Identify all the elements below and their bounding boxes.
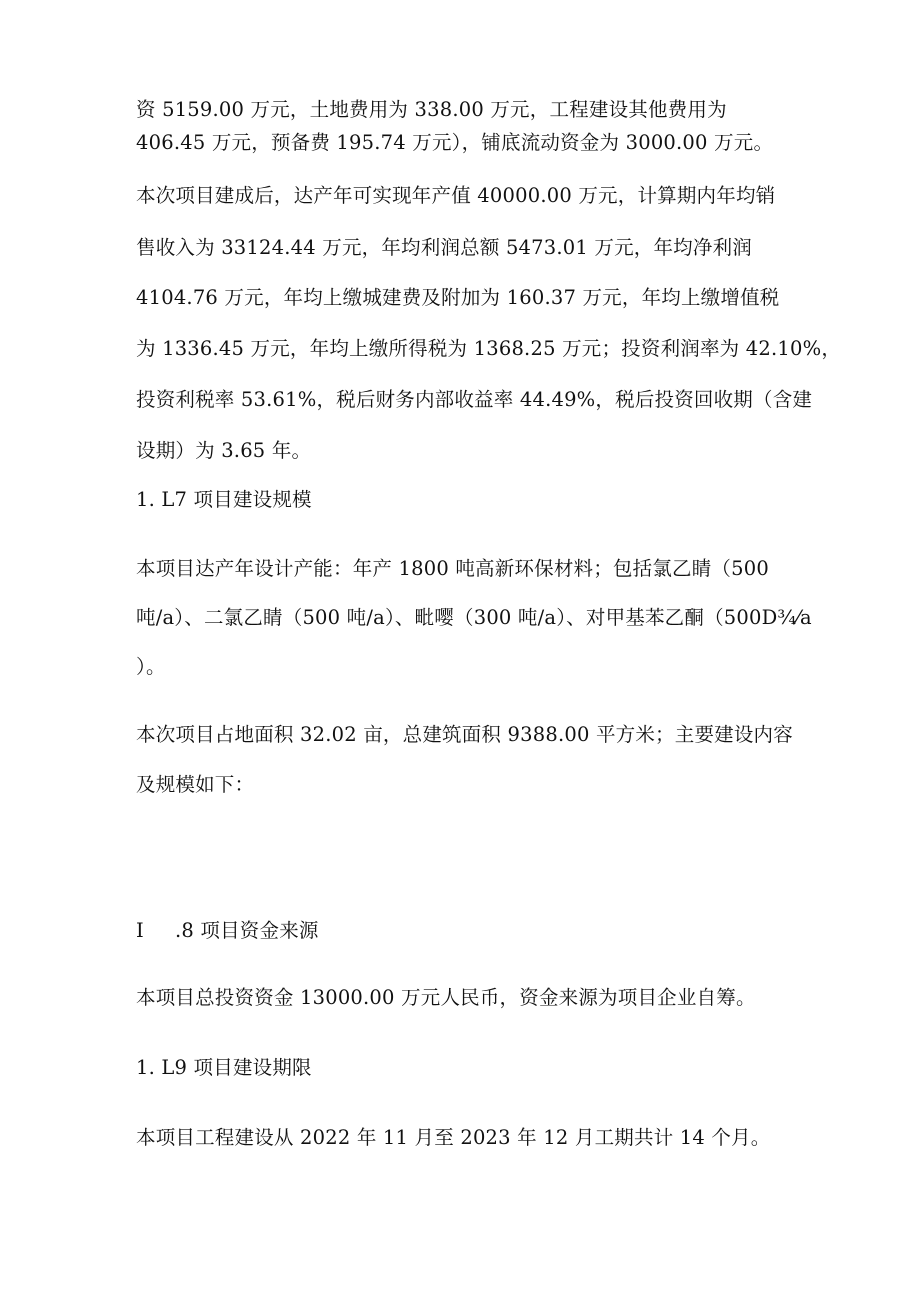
section-heading-1-8-prefix: I — [136, 919, 144, 942]
section-heading-1-9: 1. L9 项目建设期限 — [136, 1056, 312, 1079]
paragraph-line: 本项目达产年设计产能：年产 1800 吨高新环保材料；包括氯乙睛（500 — [136, 557, 769, 580]
paragraph-line: 本次项目建成后，达产年可实现年产值 40000.00 万元，计算期内年均销 — [136, 184, 776, 207]
section-heading-1-8: .8 项目资金来源 — [175, 919, 319, 942]
paragraph-line: 为 1336.45 万元，年均上缴所得税为 1368.25 万元；投资利润率为 42.10%， — [136, 337, 842, 360]
paragraph-line: 投资利税率 53.61%，税后财务内部收益率 44.49%，税后投资回收期（含建 — [136, 388, 813, 411]
paragraph-line: ）。 — [136, 655, 166, 678]
paragraph-line: 406.45 万元，预备费 195.74 万元），铺底流动资金为 3000.00 万元。 — [136, 131, 774, 154]
paragraph-line: 资 5159.00 万元，土地费用为 338.00 万元，工程建设其他费用为 — [136, 98, 727, 121]
section-heading-1-7: 1. L7 项目建设规模 — [136, 488, 312, 511]
paragraph-line: 设期）为 3.65 年。 — [136, 439, 312, 462]
paragraph-line: 本次项目占地面积 32.02 亩，总建筑面积 9388.00 平方米；主要建设内容 — [136, 723, 793, 746]
paragraph-line: 吨/a）、二氯乙睛（500 吨/a）、毗嘤（300 吨/a）、对甲基苯乙酮（500D¾⁄a — [136, 606, 812, 629]
paragraph-line: 本项目工程建设从 2022 年 11 月至 2023 年 12 月工期共计 14 个月。 — [136, 1126, 771, 1149]
paragraph-line: 4104.76 万元，年均上缴城建费及附加为 160.37 万元，年均上缴增值税 — [136, 286, 780, 309]
paragraph-line: 本项目总投资资金 13000.00 万元人民币，资金来源为项目企业自筹。 — [136, 986, 756, 1009]
paragraph-line: 及规模如下： — [136, 773, 255, 796]
paragraph-line: 售收入为 33124.44 万元，年均利润总额 5473.01 万元，年均净利润 — [136, 236, 752, 259]
